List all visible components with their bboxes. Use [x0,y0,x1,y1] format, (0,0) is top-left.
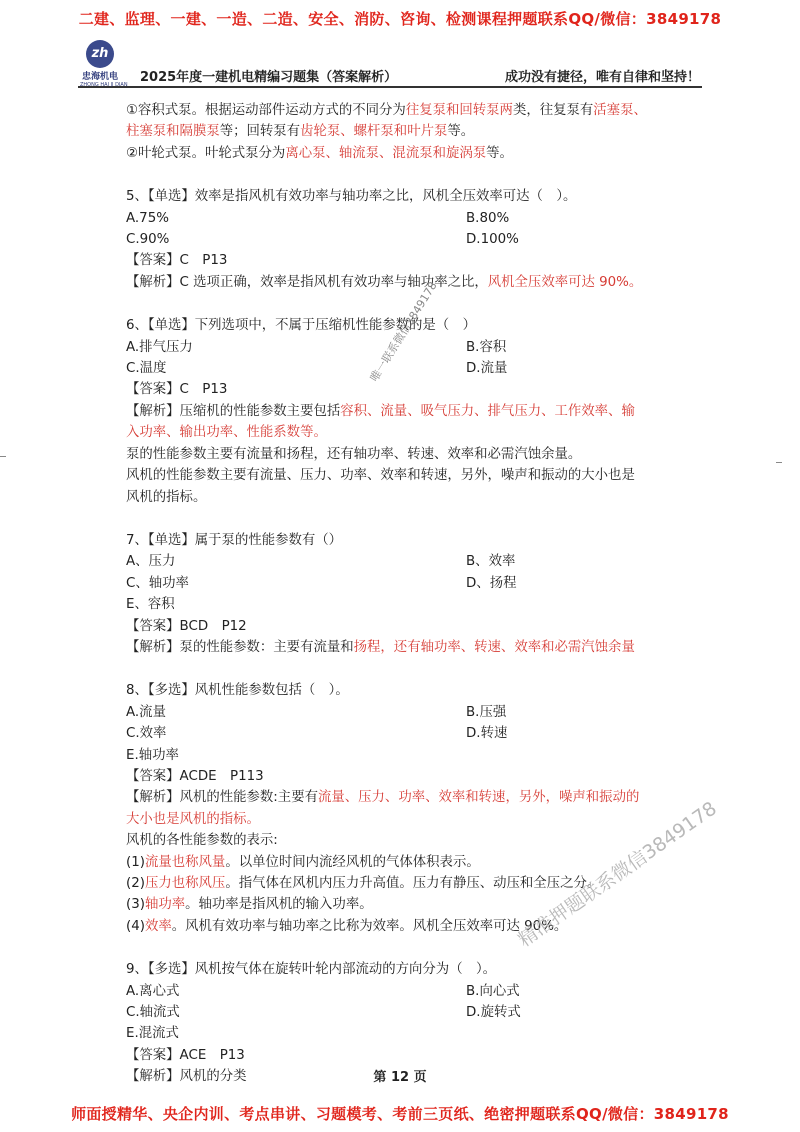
option-b: B.压强 [466,704,507,720]
logo [80,40,128,88]
option-d: D.流量 [466,361,508,377]
logo-icon: zh [86,40,114,68]
option-c: C.轴流式 [126,1005,180,1021]
question-8-item-2: (2)压力也称风压。指气体在风机内压力升高值。压力有静压、动压和全压之分。 [126,876,601,891]
option-a: A.离心式 [126,983,180,999]
promo-banner-bottom: 师面授精华、央企内训、考点串讲、习题模考、考前三页纸、绝密押题联系QQ/微信：3849178 [71,1105,729,1123]
question-8-title: 8、【多选】风机性能参数包括（ ）。 [126,683,349,699]
scan-edge-mark [776,462,782,463]
question-8-item-3: (3)轴功率。轴功率是指风机的输入功率。 [126,897,373,913]
option-b: B、效率 [466,554,516,570]
question-6-options [126,337,692,380]
option-e: E.混流式 [126,1026,179,1042]
question-8-answer: 【答案】ACDE P113 [126,768,264,784]
option-a: A.75% [126,210,169,226]
intro-line-2: 柱塞泵和隔膜泵等；回转泵有齿轮泵、螺杆泵和叶片泵等。 [126,124,475,140]
question-9-title: 9、【多选】风机按气体在旋转叶轮内部流动的方向分为（ ）。 [126,962,497,978]
question-6-note-2: 风机的性能参数主要有流量、压力、功率、效率和转速，另外，噪声和振动的大小也是 [126,468,635,484]
question-9-explanation: 【解析】风机的分类 [126,1069,247,1085]
option-d: D.100% [466,232,519,248]
watermark-main: 精准押题联系微信3849178 [514,797,721,952]
question-8-options [126,702,692,766]
question-6-title: 6、【单选】下列选项中，不属于压缩机性能参数的是（ ） [126,318,476,334]
question-5-explanation: 【解析】C 选项正确，效率是指风机有效功率与轴功率之比，风机全压效率可达 90%。 [126,274,643,290]
question-9-answer: 【答案】ACE P13 [126,1047,245,1063]
option-a: A.流量 [126,704,166,720]
intro-line-1: ①容积式泵。根据运动部件运动方式的不同分为往复泵和回转泵两类，往复泵有活塞泵、 [126,103,647,118]
question-8-item-1: (1)流量也称风量。以单位时间内流经风机的气体体积表示。 [126,854,480,870]
option-c: C、轴功率 [126,575,189,591]
header-motto: 成功没有捷径，唯有自律和坚持！ [504,70,700,85]
scan-edge-mark [0,456,6,457]
option-d: D、扬程 [466,575,517,591]
option-c: C.效率 [126,726,167,742]
page-content [126,100,692,1088]
question-5-title: 5、【单选】效率是指风机有效功率与轴功率之比，风机全压效率可达（ ）。 [126,189,577,205]
logo-subtext: ZHONG HAI JI DIAN [80,82,128,88]
option-a: A、压力 [126,554,176,570]
option-a: A.排气压力 [126,339,193,355]
option-b: B.容积 [466,339,507,355]
promo-banner-top: 二建、监理、一建、一造、二造、安全、消防、咨询、检测课程押题联系QQ/微信：3849178 [78,10,722,28]
watermark-small: 唯一联系微信3849178 [367,279,440,384]
option-d: D.旋转式 [466,1005,521,1021]
question-7-options [126,551,692,615]
option-c: C.温度 [126,361,167,377]
question-6-answer: 【答案】C P13 [126,382,228,398]
intro-line-3: ②叶轮式泵。叶轮式泵分为离心泵、轴流泵、混流泵和旋涡泵等。 [126,145,513,161]
question-6-explanation-cont: 入功率、输出功率、性能系数等。 [126,425,327,441]
option-b: B.80% [466,210,510,226]
question-6-note-1: 泵的性能参数主要有流量和扬程，还有轴功率、转速、效率和必需汽蚀余量。 [126,446,582,462]
book-title: 2025年度一建机电精编习题集（答案解析） [140,70,398,85]
option-d: D.转速 [466,726,508,742]
question-9-options [126,981,692,1045]
question-7-title: 7、【单选】属于泵的性能参数有（） [126,532,343,548]
question-5-answer: 【答案】C P13 [126,253,228,269]
question-8-explanation: 【解析】风机的性能参数:主要有流量、压力、功率、效率和转速，另外，噪声和振动的 [126,790,640,806]
question-6-note-3: 风机的指标。 [126,489,207,505]
page-header [78,40,702,88]
question-8-explanation-cont: 大小也是风机的指标。 [126,811,260,827]
question-7-answer: 【答案】BCD P12 [126,618,247,634]
page-number: 第 12 页 [373,1070,427,1085]
question-8-representation-heading: 风机的各性能参数的表示: [126,833,278,849]
question-7-explanation: 【解析】泵的性能参数：主要有流量和扬程，还有轴功率、转速、效率和必需汽蚀余量 [126,639,635,655]
question-5-options [126,208,692,251]
option-e: E、容积 [126,597,175,613]
option-b: B.向心式 [466,983,520,999]
option-e: E.轴功率 [126,747,179,763]
option-c: C.90% [126,232,170,248]
logo-text: 忠海机电 [81,72,118,82]
question-6-explanation: 【解析】压缩机的性能参数主要包括容积、流量、吸气压力、排气压力、工作效率、输 [126,403,635,419]
question-8-item-4: (4)效率。风机有效功率与轴功率之比称为效率。风机全压效率可达 90%。 [126,918,568,934]
